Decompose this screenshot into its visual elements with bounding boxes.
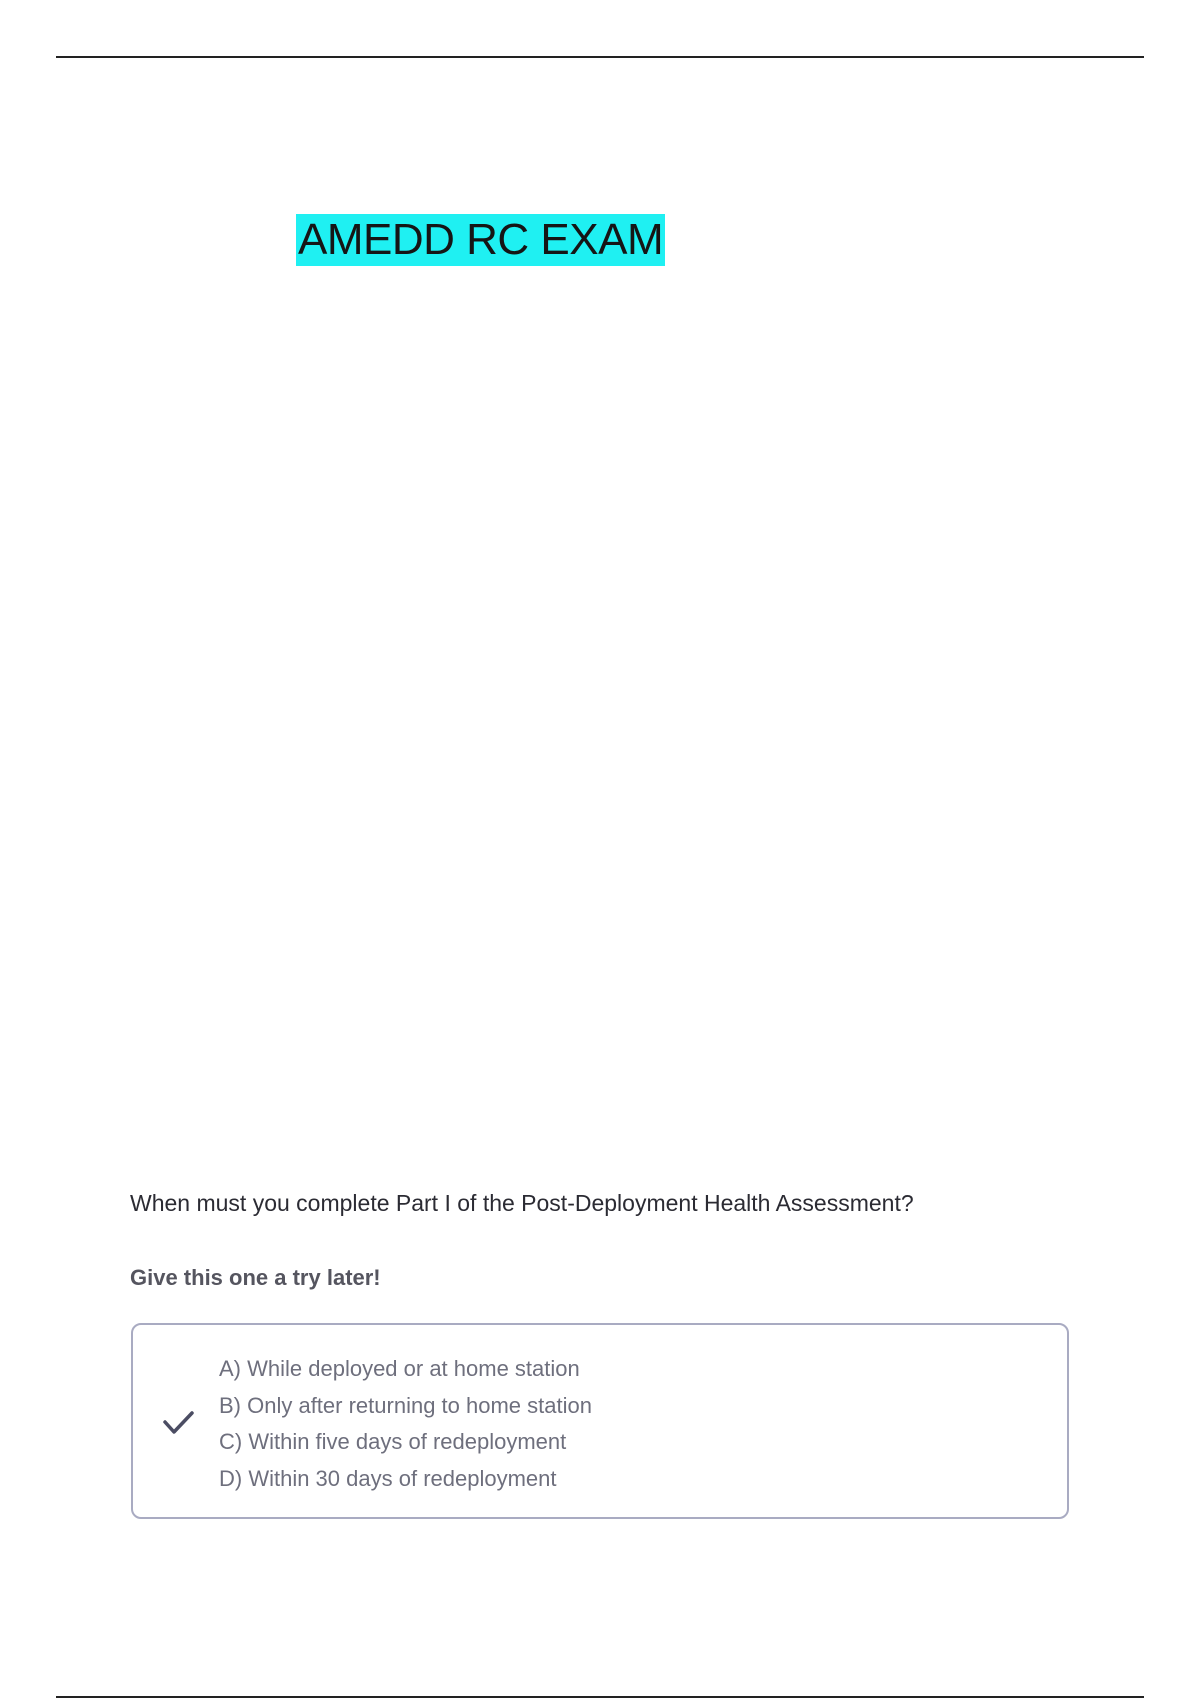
answer-options-card — [131, 1323, 1069, 1519]
checkmark-icon — [161, 1405, 195, 1439]
option-b[interactable]: B) Only after returning to home station — [219, 1392, 592, 1418]
options-list — [219, 1351, 592, 1497]
document-title: AMEDD RC EXAM — [298, 215, 664, 264]
bottom-divider — [56, 1696, 1144, 1698]
option-c[interactable]: C) Within five days of redeployment — [219, 1429, 567, 1454]
top-divider — [56, 56, 1144, 58]
question-text: When must you complete Part I of the Post-Deployment Health Assessment? — [130, 1190, 914, 1216]
option-d[interactable]: D) Within 30 days of redeployment — [219, 1465, 557, 1491]
option-a[interactable]: A) While deployed or at home station — [219, 1356, 580, 1381]
question-hint: Give this one a try later! — [130, 1265, 381, 1290]
